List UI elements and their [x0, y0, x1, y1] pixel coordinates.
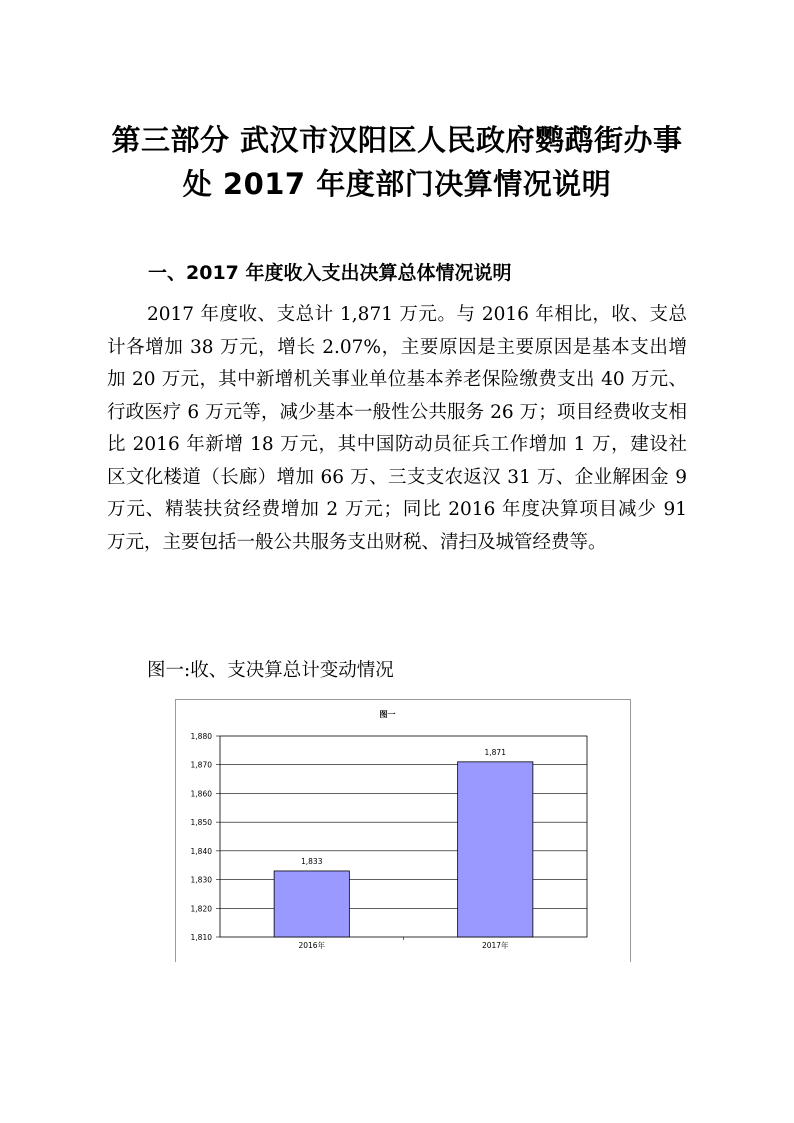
chart-canvas — [176, 700, 630, 962]
x-tick-label: 2016年 — [298, 941, 326, 950]
y-tick-label: 1,810 — [190, 933, 212, 942]
bar-chart — [175, 699, 631, 962]
y-tick-label: 1,880 — [190, 732, 212, 741]
document-title — [95, 118, 699, 206]
title-line-2: 处 2017 年度部门决算情况说明 — [182, 167, 612, 201]
figure-caption: 图一:收、支决算总计变动情况 — [147, 660, 394, 681]
section-heading: 一、2017 年度收入支出决算总体情况说明 — [148, 262, 512, 284]
bar — [274, 871, 349, 937]
x-tick-label: 2017年 — [481, 941, 509, 950]
title-line-1: 第三部分 武汉市汉阳区人民政府鹦鹉街办事 — [111, 123, 683, 157]
y-tick-label: 1,820 — [190, 904, 212, 914]
data-label: 1,871 — [484, 747, 506, 757]
y-tick-label: 1,850 — [190, 818, 212, 828]
chart-title: 图一 — [379, 710, 396, 719]
y-tick-label: 1,830 — [190, 875, 212, 885]
bar — [458, 762, 533, 937]
y-tick-label: 1,870 — [190, 760, 212, 770]
section-paragraph: 2017 年度收、支总计 1,871 万元。与 2016 年相比，收、支总计各增加 38 万元，增长 2.07%，主要原因是主要原因是基本支出增加 20 万元，其中新增机关事业单位基本养老保险缴费支出 40 万元、行政医疗 6 万元等，减少基本一般性公共服务 26 万；项目经费收支相比 2016 年新增 18 万元，其中国防动员征兵工作增加 1 万，建设社区文化楼道（长廊）增加 66 万、三支支农返汉 31 万、企业解困金 9 万元、精装扶贫经费增加 2 万元；同比 2016 年度决算项目减少 91 万元，主要包括一般公共服务支出财税、清扫及城管经费等。 — [107, 304, 687, 553]
y-tick-label: 1,840 — [190, 846, 212, 856]
data-label: 1,833 — [301, 856, 323, 866]
y-tick-label: 1,860 — [190, 789, 212, 799]
